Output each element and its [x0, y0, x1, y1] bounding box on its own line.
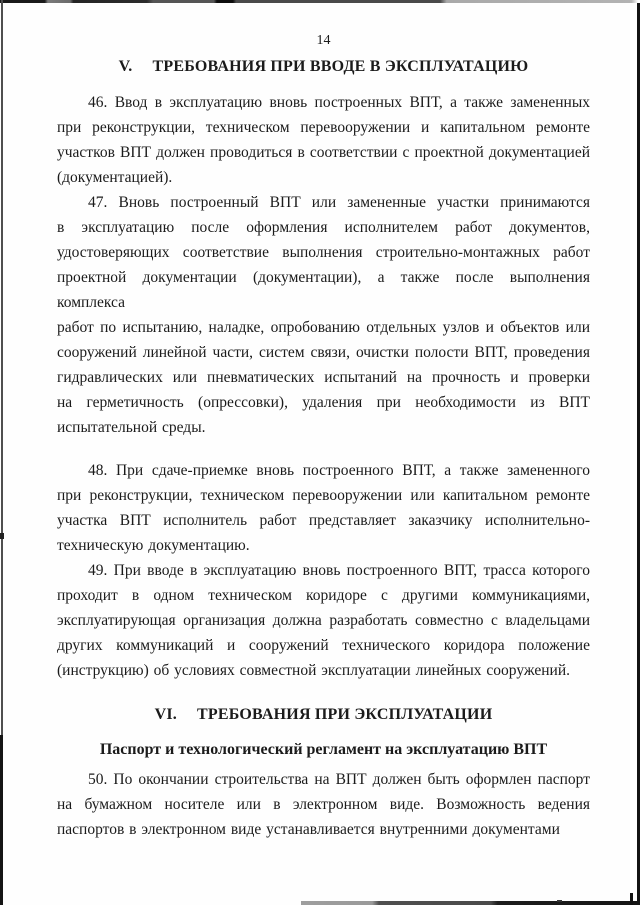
paragraph	[57, 90, 590, 190]
paragraph-line: эксплуатирующая организация должна разработать совместно с владельцами	[57, 612, 590, 629]
paragraph	[57, 558, 590, 683]
section-number: V.	[118, 58, 133, 75]
paragraph-line: при реконструкции, техническом перевооружении и капитальном ремонте	[57, 119, 590, 136]
section-heading	[57, 702, 590, 727]
scan-artifact-left-blob	[0, 533, 4, 539]
page-number: 14	[316, 33, 331, 48]
paragraph-line: удостоверяющих соответствие выполнения строительно-монтажных работ	[57, 244, 590, 261]
paragraph-line: на герметичность (опрессовки), удаления при необходимости из ВПТ	[57, 394, 590, 411]
paragraph-line: 50. По окончании строительства на ВПТ должен быть оформлен паспорт	[88, 771, 590, 788]
paragraph-line: на бумажном носителе или в электронном виде. Возможность ведения	[57, 796, 590, 813]
section-heading	[57, 54, 590, 79]
paragraph-line: 46. Ввод в эксплуатацию вновь построенных ВПТ, а также замененных	[88, 94, 590, 111]
paragraph	[57, 767, 590, 842]
paragraph-line: гидравлических или пневматических испытаний на прочность и проверки	[57, 369, 590, 386]
paragraph-line: 49. При вводе в эксплуатацию вновь построенного ВПТ, трасса которого	[88, 562, 590, 579]
paragraph-line: 48. При сдаче-приемке вновь построенного ВПТ, а также замененного	[88, 462, 590, 479]
section-title: ТРЕБОВАНИЯ ПРИ ВВОДЕ В ЭКСПЛУАТАЦИЮ	[152, 58, 529, 75]
paragraph-line: проектной документации (документации), а также после выполнения комплекса	[57, 269, 590, 311]
paragraph-line: работ по испытанию, наладке, опробованию отдельных узлов и объектов или	[57, 319, 590, 336]
subsection-heading: Паспорт и технологический регламент на эксплуатацию ВПТ	[99, 741, 548, 758]
scan-artifact-bottom-tick	[630, 893, 633, 905]
section-number: VI.	[154, 706, 178, 723]
section-title: ТРЕБОВАНИЯ ПРИ ЭКСПЛУАТАЦИИ	[197, 706, 493, 723]
paragraph-line: (инструкцию) об условиях совместной эксплуатации линейных сооружений.	[57, 662, 571, 679]
paragraph-line: сооружений линейной части, систем связи, очистки полости ВПТ, проведения	[57, 344, 590, 361]
paragraph-line: проходит в одном техническом коридоре с другими коммуникациями,	[57, 587, 590, 604]
paragraph-line: участков ВПТ должен проводиться в соответствии с проектной документацией	[57, 144, 590, 161]
paragraph-line: 47. Вновь построенный ВПТ или замененные участки принимаются	[88, 194, 590, 211]
text-block	[57, 0, 590, 842]
paragraph-line: (документацией).	[57, 169, 173, 186]
paragraph-line: участка ВПТ исполнитель работ представляет заказчику исполнительно-	[57, 512, 590, 529]
scan-artifact-left-edge-bottom	[0, 735, 3, 905]
paragraph-line: испытательной среды.	[57, 419, 206, 436]
paragraph-line: паспортов в электронном виде устанавливается внутренними документами	[57, 821, 560, 838]
paragraph	[57, 458, 590, 558]
scan-artifact-left-edge	[1, 0, 3, 740]
scan-artifact-bottom-dot	[557, 900, 562, 902]
document-body	[57, 54, 590, 842]
paragraph-line: других коммуникаций и сооружений технического коридора положение	[57, 637, 590, 654]
paragraph-line: техническую документацию.	[57, 537, 250, 554]
paragraph-line: при реконструкции, техническом перевооружении или капитальном ремонте	[57, 487, 590, 504]
scan-artifact-bottom-bar	[301, 901, 640, 905]
paragraph	[57, 190, 590, 440]
paragraph-line: в эксплуатацию после оформления исполнителем работ документов,	[57, 219, 590, 236]
